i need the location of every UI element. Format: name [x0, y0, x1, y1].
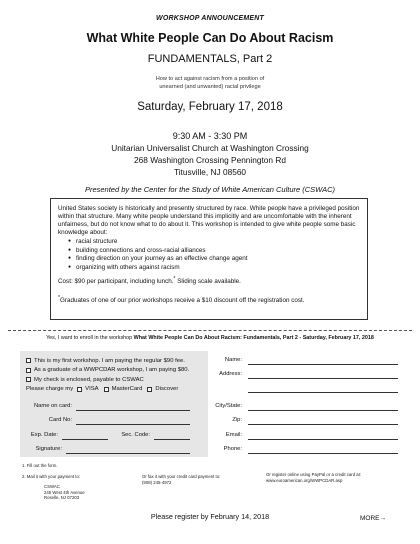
discover-checkbox-icon[interactable]: [147, 387, 152, 392]
venue-address-line-2: Titusville, NJ 08560: [173, 167, 247, 177]
checkbox-icon[interactable]: [26, 377, 31, 382]
mail-address: [44, 484, 85, 501]
workshop-date: Saturday, February 17, 2018: [137, 101, 283, 113]
phone-field[interactable]: [248, 453, 398, 454]
enroll-workshop-name: What White People Can Do About Racism: Fundamentals, Part 2 - Saturday, February 17, 2018: [133, 335, 374, 341]
announcement-kicker: WORKSHOP ANNOUNCEMENT: [156, 15, 264, 22]
check-enclosed-option[interactable]: [26, 375, 203, 385]
graduate-option[interactable]: [26, 366, 203, 376]
zip-field[interactable]: [248, 424, 398, 425]
topic-list: [68, 238, 360, 272]
address-field-line-2[interactable]: [248, 392, 398, 393]
tagline-line-1: How to act against racism from a position of: [155, 76, 265, 82]
fax-line: Or fax it with your credit card payment to:: [142, 474, 221, 479]
step-1: 1. Fill out the form.: [22, 463, 58, 468]
online-url[interactable]: www.euroamerican.org/WWPCDAR.asp: [266, 477, 343, 483]
topic-item: ● building connections and cross-racial alliances: [68, 247, 360, 256]
note-text: Graduates of one of our prior workshops receive a $10 discount off the registration cost.: [59, 297, 305, 305]
workshop-title: What White People Can Do About Racism: [86, 31, 334, 45]
description-box: [50, 198, 368, 320]
card-number-field[interactable]: [76, 424, 190, 425]
first-workshop-option[interactable]: [26, 356, 203, 366]
online-line: Or register online using PayPal or a credit card at:: [266, 472, 362, 477]
exp-date-label: Exp. Date:: [30, 432, 58, 438]
presented-by: Presented by the Center for the Study of White American Culture (CSWAC): [84, 185, 336, 194]
option-label: As a graduate of a WWPCDAR workshop, I am paying $80.: [34, 367, 190, 374]
mail-line: CSWAC: [44, 484, 60, 489]
zip-label: Zip:: [232, 417, 242, 423]
visa-checkbox-icon[interactable]: [77, 387, 82, 392]
enroll-statement: [0, 335, 420, 341]
venue-address-line-1: 268 Washington Crossing Pennington Rd: [134, 155, 286, 165]
workshop-time: 9:30 AM - 3:30 PM: [172, 131, 248, 141]
address-field-line-1[interactable]: [248, 378, 398, 379]
city-state-field[interactable]: [248, 410, 398, 411]
cost-tail: Sliding scale available.: [175, 278, 241, 286]
arrow-right-icon: →: [379, 515, 386, 522]
online-instructions: [266, 472, 361, 483]
discover-label: Discover: [155, 386, 179, 393]
fax-instructions: [142, 474, 220, 485]
name-on-card-label: Name on card:: [33, 403, 72, 409]
name-field[interactable]: [248, 364, 398, 365]
mail-line: 245 West 4th Avenue: [44, 489, 85, 495]
exp-date-field[interactable]: [62, 439, 108, 440]
more-link[interactable]: [360, 515, 386, 522]
cost-footnote-mark: *: [173, 276, 176, 283]
mail-line: Roselle, NJ 07203: [44, 495, 80, 501]
cost-text: Cost: $90 per participant, including lunch.: [58, 278, 174, 286]
checkbox-icon[interactable]: [26, 358, 31, 363]
signature-field[interactable]: [66, 453, 190, 454]
note-footnote-mark: *: [58, 295, 60, 302]
register-deadline: Please register by February 14, 2018: [150, 512, 270, 521]
charge-card-row: [26, 385, 203, 395]
topic-item: ● finding direction on your journey as an effective change agent: [68, 255, 360, 264]
charge-label: Please charge my: [26, 386, 74, 393]
option-label: My check is enclosed, payable to CSWAC: [34, 376, 144, 383]
mastercard-label: MasterCard: [111, 386, 143, 393]
step-2: 2. Mail it with your payment to:: [22, 474, 81, 479]
mastercard-checkbox-icon[interactable]: [104, 387, 109, 392]
name-on-card-field[interactable]: [76, 410, 190, 411]
enroll-prefix: Yes, I want to enroll in the workshop: [46, 335, 134, 341]
checkbox-icon[interactable]: [26, 368, 31, 373]
phone-label: Phone:: [223, 446, 242, 452]
email-field[interactable]: [248, 439, 398, 440]
signature-label: Signature:: [35, 446, 62, 452]
address-label: Address:: [219, 371, 242, 377]
sec-code-field[interactable]: [154, 439, 190, 440]
topic-item: ● organizing with others against racism: [68, 264, 360, 273]
topic-item: ● racial structure: [68, 238, 360, 247]
cut-line-divider: [8, 330, 412, 331]
cost-line: [58, 275, 360, 286]
name-label: Name:: [224, 357, 242, 363]
discount-note: [58, 294, 360, 305]
city-state-label: City/State:: [215, 403, 242, 409]
description-text: United States society is historically and presently structured by race. White people have a privileged position within that structure. Many white people understand this implicitly and are uncomfortable with the inherent unfairness, but do not know what to do about it. This workshop is intended to give white people some basic knowledge about:: [58, 205, 360, 236]
option-label: This is my first workshop. I am paying the regular $90 fee.: [34, 357, 185, 364]
workshop-subtitle: FUNDAMENTALS, Part 2: [147, 53, 273, 65]
venue-name: Unitarian Universalist Church at Washington Crossing: [111, 143, 309, 153]
tagline-line-2: unearned (and unwanted) racial privilege: [159, 84, 261, 90]
email-label: Email:: [225, 432, 242, 438]
visa-label: VISA: [85, 386, 99, 393]
sec-code-label: Sec. Code:: [121, 432, 150, 438]
fax-number: (908) 245-4972: [142, 479, 172, 485]
more-label: MORE: [360, 515, 380, 522]
card-number-label: Card No:: [48, 417, 72, 423]
